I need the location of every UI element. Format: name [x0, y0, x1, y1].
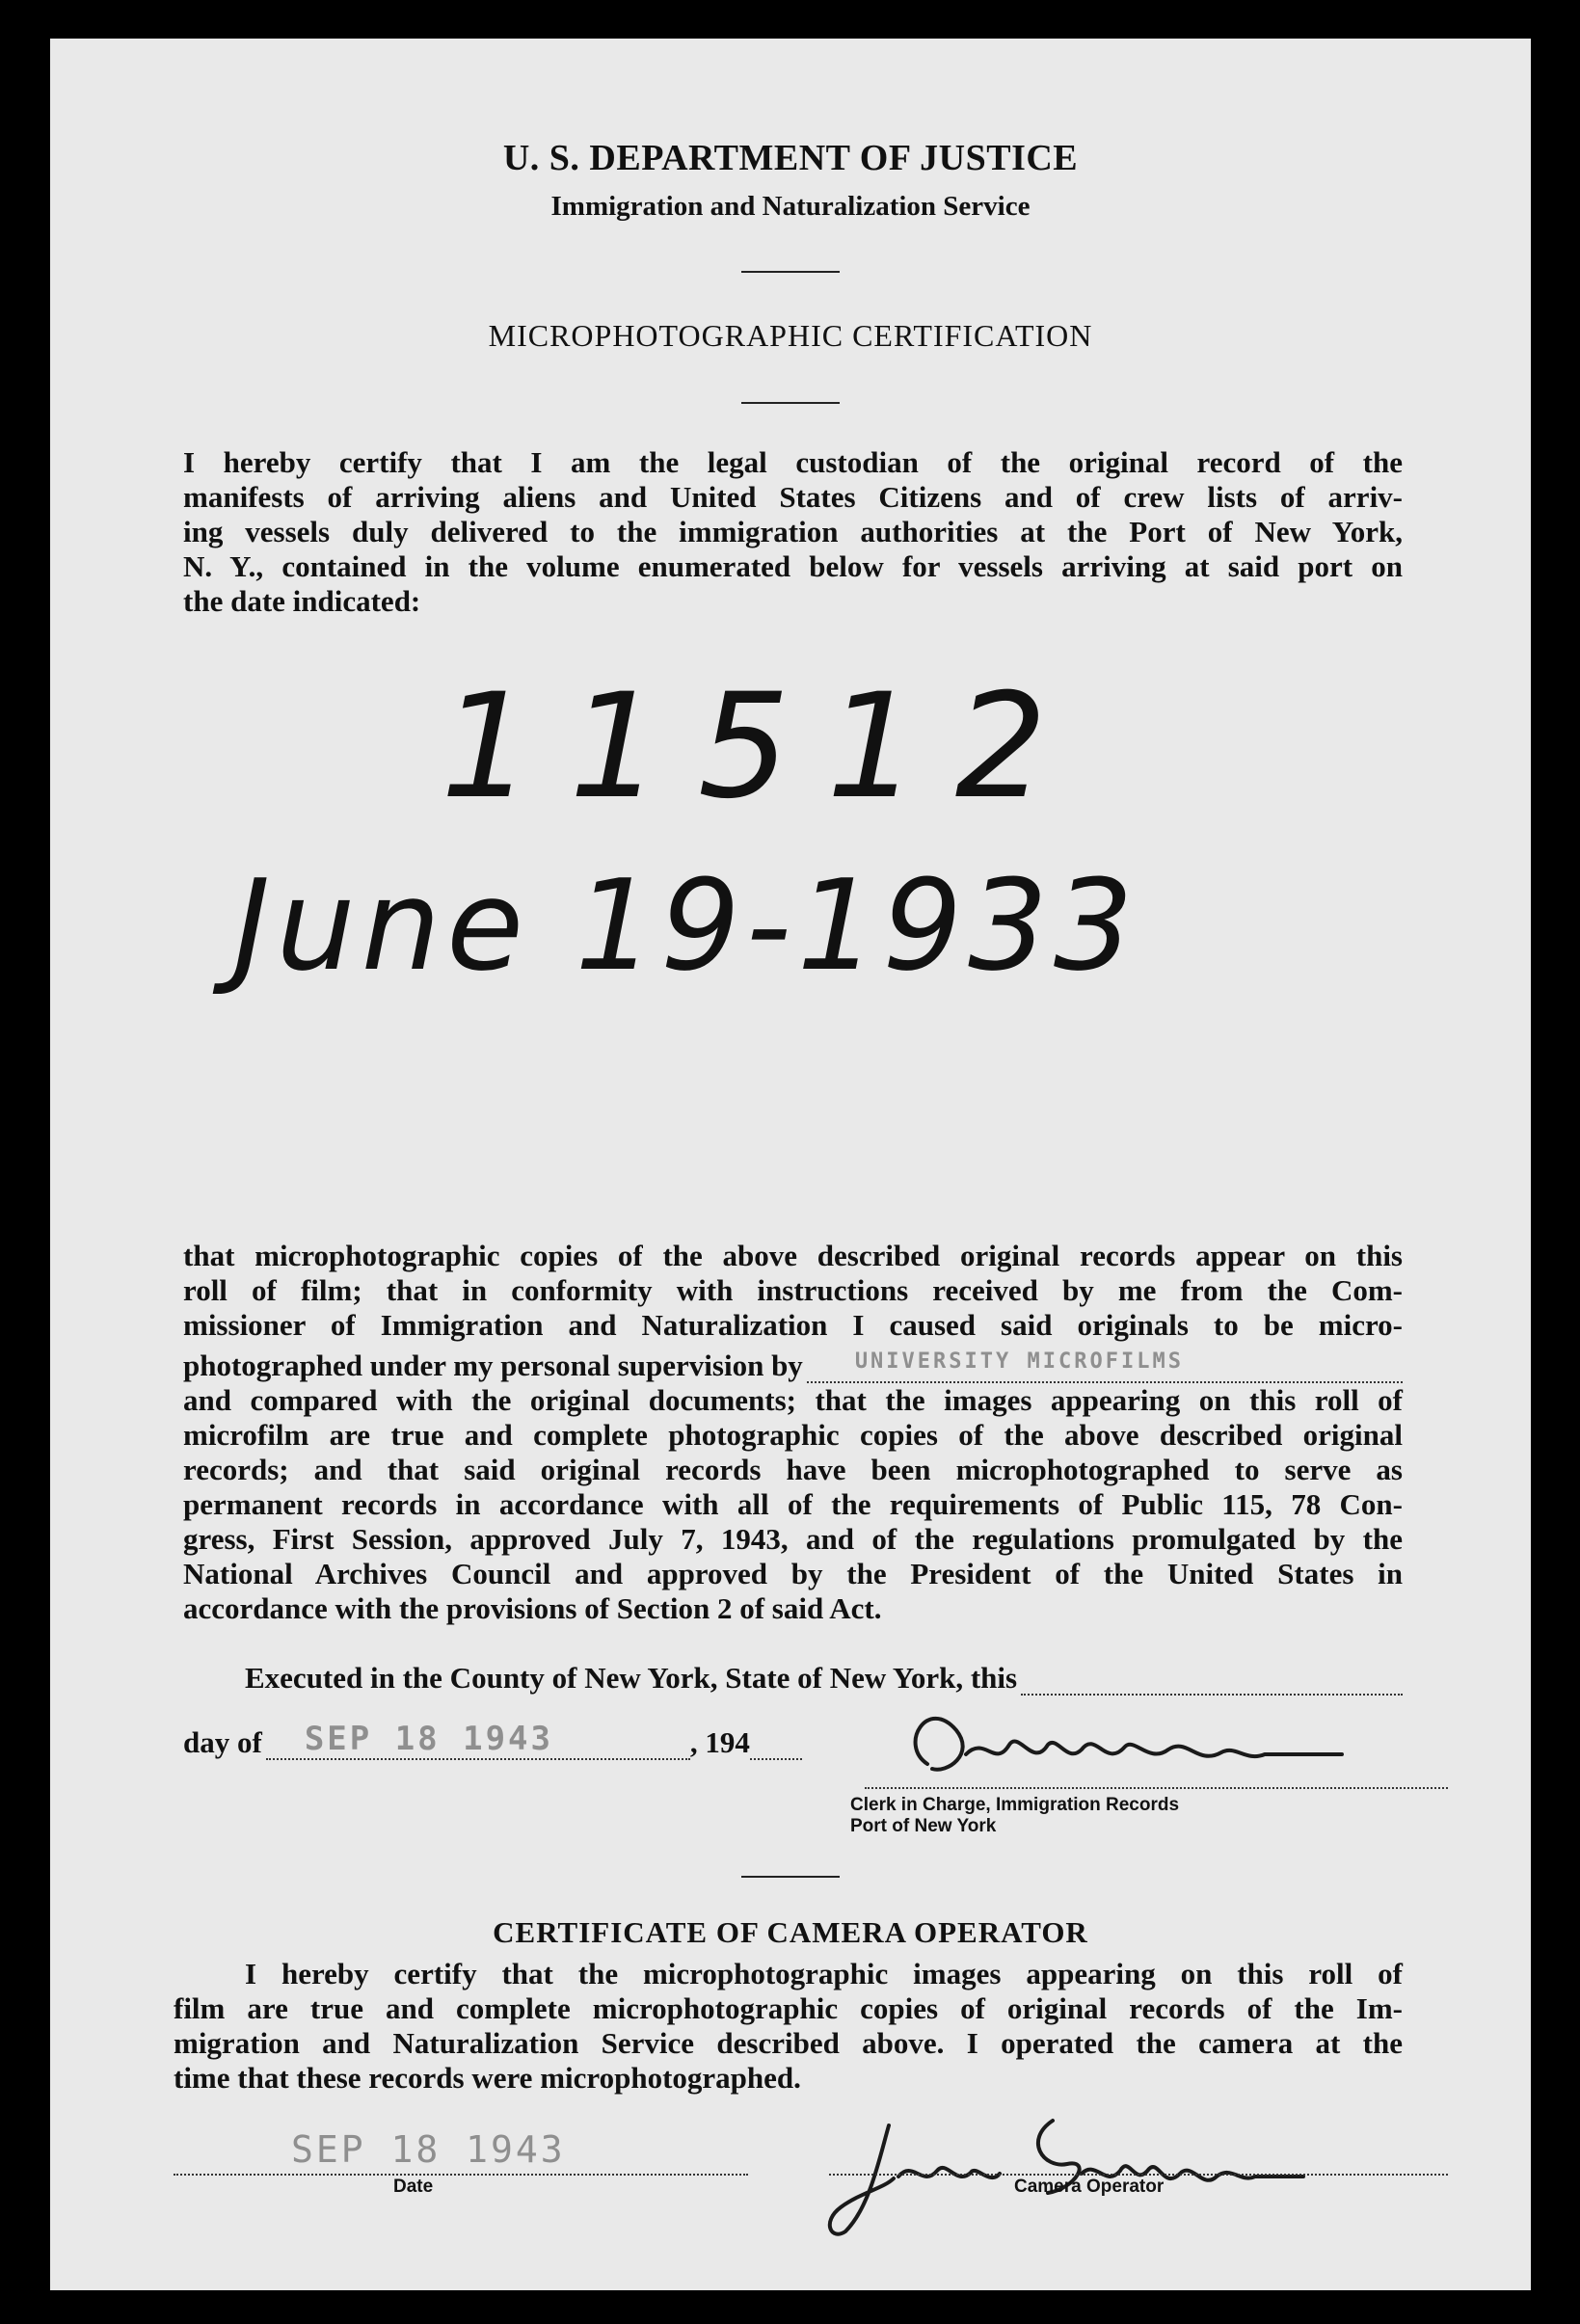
signature-stroke [916, 1719, 1342, 1770]
executed-text: Executed in the County of New York, State of New York, this [245, 1661, 1018, 1695]
camera-date-stamp: SEP 18 1943 [291, 2128, 566, 2171]
supervision-prefix: photographed under my personal supervision by [183, 1349, 803, 1382]
intro-paragraph [183, 445, 1403, 619]
handwritten-volume: 11512 [441, 663, 1085, 831]
day-of-label: day of [183, 1725, 262, 1759]
certificate-page [50, 39, 1531, 2290]
clerk-title-line: Port of New York [850, 1816, 997, 1836]
year-label: , 194 [689, 1725, 750, 1759]
camera-line: I hereby certify that the microphotographic images appearing on this roll of [245, 1957, 1403, 1990]
clerk-signature [841, 1677, 1380, 1803]
body-line: roll of film; that in conformity with instructions received by me from the Com- [183, 1273, 1403, 1307]
body-line: microfilm are true and complete photographic copies of the above described original [183, 1418, 1403, 1452]
handwritten-date: June 19-1933 [233, 852, 1139, 999]
camera-line: time that these records were microphotographed. [174, 2061, 801, 2095]
intro-line: ing vessels duly delivered to the immigration authorities at the Port of New York, [183, 515, 1403, 548]
day-of-dotted-field [266, 1720, 690, 1760]
date-dotted-line [174, 2172, 748, 2176]
certification-title: MICROPHOTOGRAPHIC CERTIFICATION [488, 318, 1093, 353]
body-line: gress, First Session, approved July 7, 1943, and of the regulations promulgated by the [183, 1522, 1403, 1556]
body-line: permanent records in accordance with all of the requirements of Public 115, 78 Con- [183, 1487, 1403, 1521]
supervision-dotted-field [807, 1349, 1403, 1383]
clerk-signature-line [865, 1785, 1448, 1789]
body-line: missioner of Immigration and Naturalization I caused said originals to be micro- [183, 1308, 1403, 1342]
clerk-title [850, 1795, 1179, 1837]
clerk-title-line: Clerk in Charge, Immigration Records [850, 1795, 1180, 1815]
year-dotted-field [750, 1735, 802, 1760]
operator-dotted-line [829, 2172, 1448, 2176]
intro-line: I hereby certify that I am the legal custodian of the original record of the [183, 445, 1403, 479]
operator-label: Camera Operator [1014, 2177, 1165, 2197]
divider [741, 1876, 840, 1878]
camera-line: film are true and complete microphotographic copies of original records of the Im- [174, 1991, 1403, 2025]
body-line: records; and that said original records have been microphotographed to serve as [183, 1453, 1403, 1486]
service-subheading: Immigration and Naturalization Service [550, 191, 1031, 222]
camera-paragraph [174, 1957, 1403, 2096]
body-line: and compared with the original documents; that the images appearing on this roll of [183, 1383, 1403, 1417]
camera-line: migration and Naturalization Service described above. I operated the camera at the [174, 2026, 1403, 2060]
intro-line: manifests of arriving aliens and United States Citizens and of crew lists of arriv- [183, 480, 1403, 514]
date-stamp: SEP 18 1943 [304, 1720, 553, 1758]
supervision-line [183, 1349, 1403, 1383]
department-heading: U. S. DEPARTMENT OF JUSTICE [502, 138, 1079, 178]
microfilm-stamp: UNIVERSITY MICROFILMS [854, 1349, 1184, 1374]
body-line: that microphotographic copies of the above described original records appear on this [183, 1239, 1403, 1272]
divider [741, 271, 840, 273]
camera-certificate-title: CERTIFICATE OF CAMERA OPERATOR [493, 1915, 1088, 1949]
day-of-line [183, 1720, 877, 1760]
date-label: Date [393, 2177, 434, 2197]
body-line: accordance with the provisions of Section 2 of said Act. [183, 1591, 882, 1625]
divider [741, 402, 840, 404]
intro-line: N. Y., contained in the volume enumerated below for vessels arriving at said port on [183, 549, 1403, 583]
body-line: National Archives Council and approved by the President of the United States in [183, 1557, 1403, 1590]
body-paragraph [183, 1239, 1403, 1626]
intro-line: the date indicated: [183, 584, 421, 618]
